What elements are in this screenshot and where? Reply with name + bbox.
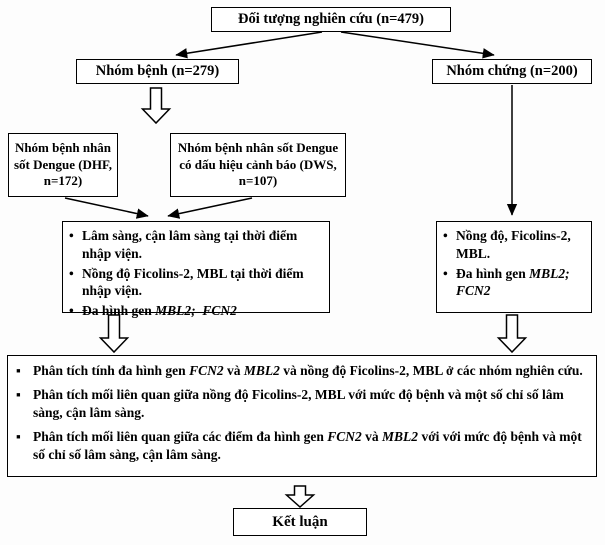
- arrow-subjects-to-disease-group: [176, 32, 322, 55]
- block-arrow-analysis-to-conclusion-icon: [287, 486, 314, 507]
- list-item-text: Đa hình gen MBL2; FCN2: [82, 303, 237, 319]
- block-arrow-disease-measures-to-analysis-icon: [101, 315, 128, 352]
- arrow-dws-to-disease-measures: [168, 198, 252, 216]
- list-item-text: Đa hình gen MBL2; FCN2: [456, 265, 570, 299]
- bullet-square-icon: ▪: [16, 363, 21, 378]
- box-dhf-group: Nhóm bệnh nhân sốt Dengue (DHF, n=172): [8, 133, 118, 197]
- list-item: [69, 302, 321, 320]
- box-disease-measures: [62, 221, 330, 319]
- box-disease-group: Nhóm bệnh (n=279): [76, 59, 239, 84]
- arrow-subjects-to-control-group: [341, 32, 494, 55]
- list-item-text: Nồng độ Ficolins-2, MBL tại thời điểm nhập viện.: [82, 265, 304, 299]
- box-dws-group: Nhóm bệnh nhân sốt Dengue có dấu hiệu cảnh báo (DWS, n=107): [170, 133, 346, 197]
- list-item-text: Phân tích tính đa hình gen FCN2 và MBL2 và nồng độ Ficolins-2, MBL ở các nhóm nghiên cứu.: [33, 363, 583, 378]
- list-item-text: Nồng độ, Ficolins-2, MBL.: [456, 228, 571, 261]
- box-analysis-objectives: [7, 355, 597, 477]
- bullet-dot-icon: •: [69, 228, 74, 243]
- bullet-dot-icon: •: [443, 265, 448, 281]
- list-item: [16, 386, 586, 422]
- bullet-dot-icon: •: [69, 303, 74, 319]
- bullet-dot-icon: •: [443, 228, 448, 243]
- box-control-group: Nhóm chứng (n=200): [432, 59, 592, 84]
- list-item: [16, 362, 586, 380]
- list-item-text: Phân tích mối liên quan giữa nồng độ Ficolins-2, MBL với mức độ bệnh và một số chỉ số lâm sàng, cận lâm sàng.: [33, 386, 564, 420]
- box-conclusion: Kết luận: [233, 508, 367, 536]
- bullet-square-icon: ▪: [16, 386, 21, 402]
- list-item: [69, 265, 321, 301]
- list-item-text: Lâm sàng, cận lâm sàng tại thời điểm nhập viện.: [82, 228, 298, 261]
- block-arrow-control-measures-to-analysis-icon: [499, 315, 526, 352]
- list-item: [69, 227, 321, 263]
- list-item: [16, 428, 586, 464]
- box-study-subjects: Đối tượng nghiên cứu (n=479): [211, 7, 451, 32]
- list-item: [443, 265, 583, 301]
- block-arrow-disease-group-down-icon: [143, 88, 170, 123]
- list-item-text: Phân tích mối liên quan giữa các điểm đa hình gen FCN2 và MBL2 với với mức độ bệnh và một số chỉ số lâm sàng, cận lâm sàng.: [33, 428, 582, 462]
- list-item: [443, 227, 583, 263]
- bullet-square-icon: ▪: [16, 428, 21, 444]
- bullet-dot-icon: •: [69, 265, 74, 281]
- box-control-measures: [436, 221, 592, 313]
- arrow-dhf-to-disease-measures: [65, 198, 148, 216]
